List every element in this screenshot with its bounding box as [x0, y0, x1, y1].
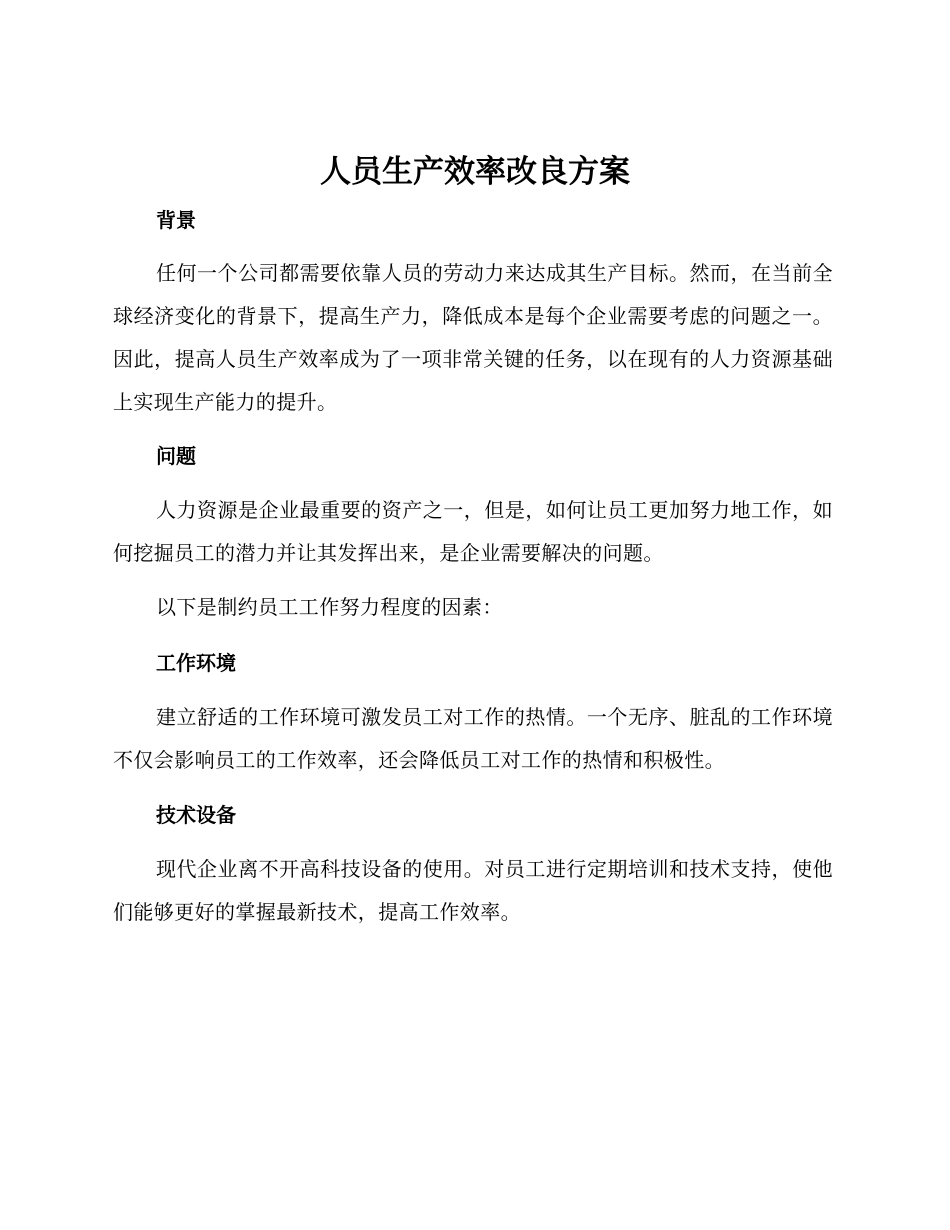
section-problem-heading-block: [113, 442, 833, 470]
section-work-environment-body: [113, 696, 833, 782]
paragraph-problem-1: 人力资源是企业最重要的资产之一，但是，如何让员工更加努力地工作，如何挖掘员工的潜力并让其发挥出来，是企业需要解决的问题。: [113, 498, 833, 565]
section-tech-equipment-heading-block: [113, 801, 833, 829]
section-background-body: [113, 252, 833, 424]
section-heading-background: 背景: [156, 208, 196, 232]
section-background-heading-block: [113, 206, 833, 234]
section-problem-body: [113, 489, 833, 575]
section-heading-work-environment: 工作环境: [156, 651, 236, 675]
paragraph-tech-equipment: 现代企业离不开高科技设备的使用。对员工进行定期培训和技术支持，使他们能够更好的掌握最新技术，提高工作效率。: [113, 857, 833, 924]
paragraph-work-environment: 建立舒适的工作环境可激发员工对工作的热情。一个无序、脏乱的工作环境不仅会影响员工的工作效率，还会降低员工对工作的热情和积极性。: [113, 705, 833, 772]
paragraph-background: 任何一个公司都需要依靠人员的劳动力来达成其生产目标。然而，在当前全球经济变化的背景下，提高生产力，降低成本是每个企业需要考虑的问题之一。因此，提高人员生产效率成为了一项非常关键的任务，以在现有的人力资源基础上实现生产能力的提升。: [113, 261, 833, 414]
section-problem-factors: [113, 586, 833, 629]
section-work-environment-heading-block: [113, 649, 833, 677]
paragraph-problem-2: 以下是制约员工工作努力程度的因素：: [156, 595, 503, 619]
section-heading-problem: 问题: [156, 444, 196, 468]
section-tech-equipment-body: [113, 848, 833, 934]
section-heading-tech-equipment: 技术设备: [156, 803, 236, 827]
document-title: 人员生产效率改良方案: [320, 154, 630, 190]
